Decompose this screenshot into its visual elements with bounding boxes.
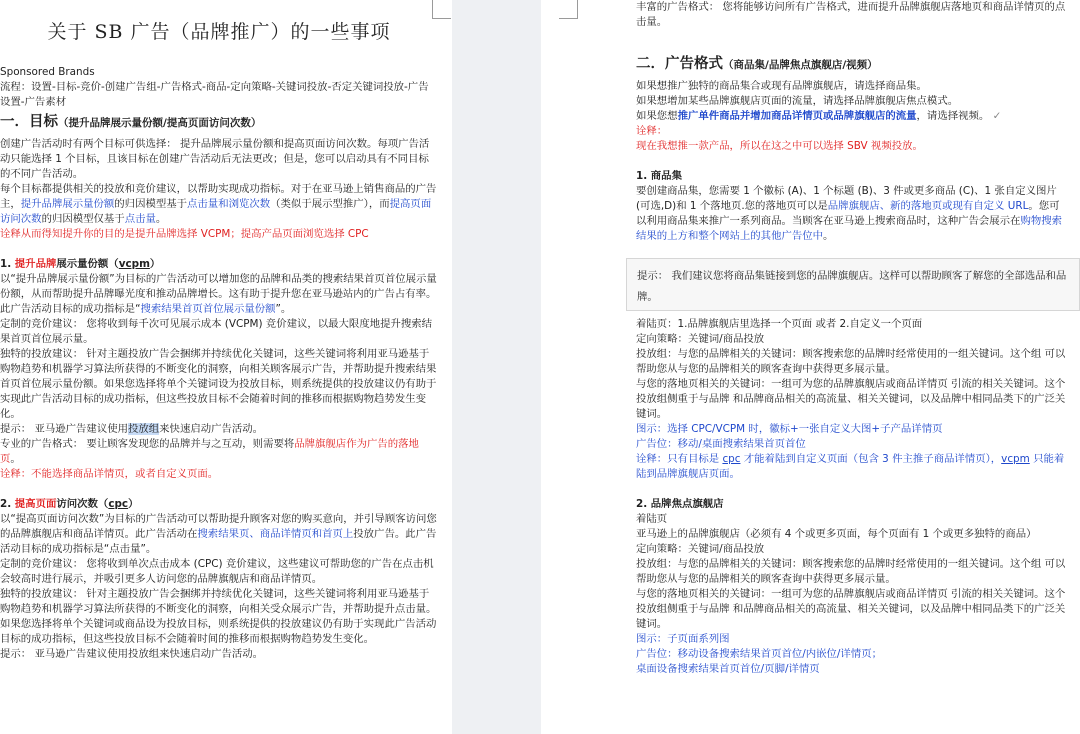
note-sbv-choice: 现在我想推一款产品，所以在这之中可以选择 SBV 视频投放。 xyxy=(636,140,923,152)
section-heading-ad-formats: 二．广告格式（商品集/品牌焦点旗舰店/视频） xyxy=(636,55,878,72)
paragraph-targeting-suggestion-2: 独特的投放建议： 针对主题投放广告会捆绑并持续优化关键词，这些关键词将利用亚马逊基于购物趋势和机器学习算法所获得的不断变化的洞察，向相关受众展示广告，并帮助提升点击量。如果您选择将单个关键词或商品设为投放目标，则系统提供的投放建议仍有助于实现此广告活动目标的成功指标，但这些投放目标不会随着时间的推移而根据购物趋势发生变化。 xyxy=(0,588,437,645)
subheading-page-visits: 2. 提高页面访问次数（cpc） xyxy=(0,498,139,510)
keyword-group-brand-1: 投放组：与您的品牌相关的关键词：顾客搜索您的品牌时经常使用的一组关键词。这个组 可以帮助您从与您的品牌相关的顾客查询中获得更多展示量。 xyxy=(636,348,1066,375)
placement-note-desktop: 桌面设备搜索结果首页首位/页脚/详情页 xyxy=(636,663,820,675)
paragraph-ad-format-pro: 专业的广告格式： 要让顾客发现您的品牌并与之互动，则需要将品牌旗舰店作为广告的落地页。 xyxy=(0,438,419,465)
paragraph-page-visit-goal: 以“提高页面访问次数”为目标的广告活动可以帮助提升顾客对您的购买意向，并引导顾客访问您的品牌旗舰店和商品详情页。此广告活动在搜索结果页、商品详情页和首页上投放广告。此广告活动目标的成功指标是“点击量”。 xyxy=(0,513,437,555)
note-landing-restriction: 诠释：不能选择商品详情页，或者自定义页面。 xyxy=(0,468,219,480)
paragraph-goal-options: 创建广告活动时有两个目标可供选择： 提升品牌展示量份额和提高页面访问次数。每项广告活动只能选择 1 个目标，且该目标在创建广告活动后无法更改；但是，您可以启动具有不同目标的不同广告活动。 xyxy=(0,138,430,180)
targeting-strategy-1: 定向策略：关键词/商品投放 xyxy=(636,333,765,345)
brand-label: Sponsored Brands xyxy=(0,66,95,78)
store-requirement: 亚马逊上的品牌旗舰店（必须有 4 个或更多页面，每个页面有 1 个或更多独特的商品） xyxy=(636,528,1037,540)
paragraph-impression-goal: 以“提升品牌展示量份额”为目标的广告活动可以增加您的品牌和品类的搜索结果首页首位展示量份额，从而帮助提升品牌曝光度和推动品牌增长。这有助于提升您在亚马逊站内的广告占有率。此广告活动目标的成功指标是“搜索结果首页首位展示量份额”。 xyxy=(0,273,437,315)
note-cpc-vcpm-landing: 诠释：只有目标是 cpc 才能着陆到自定义页面（包含 3 件主推子商品详情页），vcpm 只能着陆到品牌旗舰店页面。 xyxy=(636,453,1065,480)
checkmark-icon: ✓ xyxy=(992,110,1002,122)
subheading-brand-impression-share: 1. 提升品牌展示量份额（vcpm） xyxy=(0,258,161,270)
keyword-group-landing-2: 与您的落地页相关的关键词：一组可为您的品牌旗舰店或商品详情页 引流的相关关键词。这个投放组侧重于与品牌 和品牌商品相关的高流量、相关关键词，以及品牌中相同品类下的广泛关键词。 xyxy=(636,588,1066,630)
keyword-group-landing-1: 与您的落地页相关的关键词：一组可为您的品牌旗舰店或商品详情页 引流的相关关键词。这个投放组侧重于与品牌 和品牌商品相关的高流量、相关关键词，以及品牌中相同品类下的广泛关键词。 xyxy=(636,378,1066,420)
tip-box: 提示： 我们建议您将商品集链接到您的品牌旗舰店。这样可以帮助顾客了解您的全部选品和品牌。 xyxy=(626,258,1080,311)
format-option-collection: 如果想推广独特的商品集合或现有品牌旗舰店，请选择商品集。 xyxy=(636,80,927,92)
tip-targeting-group-1: 提示： 亚马逊广告建议使用投放组来快速启动广告活动。 xyxy=(0,423,264,435)
illustration-note-1: 图示：选择 CPC/VCPM 时，徽标+一张自定义大图+子产品详情页 xyxy=(636,423,943,435)
targeting-strategy-2: 定向策略：关键词/商品投放 xyxy=(636,543,765,555)
illustration-note-2: 图示：子页面系列图 xyxy=(636,633,730,645)
paragraph-attribution: 每个目标都提供相关的投放和竞价建议，以帮助实现成功指标。对于在亚马逊上销售商品的广告主，提升品牌展示量份额的归因模型基于点击量和浏览次数（类似于展示型推广），而提高页面访问次数的归因模型仅基于点击量。 xyxy=(0,183,437,225)
section-heading-goals: 一．目标（提升品牌展示量份额/提高页面访问次数） xyxy=(0,113,262,130)
keyword-group-brand-2: 投放组：与您的品牌相关的关键词：顾客搜索您的品牌时经常使用的一组关键词。这个组 可以帮助您从与您的品牌相关的顾客查询中获得更多展示量。 xyxy=(636,558,1066,585)
paragraph-bid-suggestion-vcpm: 定制的竞价建议： 您将收到每千次可见展示成本 (VCPM) 竞价建议，以最大限度地提升搜索结果首页首位展示量。 xyxy=(0,318,433,345)
process-flow-text: 流程：设置-目标-竞价-创建广告组-广告格式-商品-定向策略-关键词投放-否定关键词投放-广告设置-广告素材 xyxy=(0,81,429,108)
landing-page-label: 着陆页 xyxy=(636,513,668,525)
paragraph-bid-suggestion-cpc: 定制的竞价建议： 您将收到单次点击成本 (CPC) 竞价建议，这些建议可帮助您的广告在点击机会较高时进行展示，并吸引更多人访问您的品牌旗舰店和商品详情页。 xyxy=(0,558,434,585)
paragraph-rich-formats: 丰富的广告格式： 您将能够访问所有广告格式，进而提升品牌旗舰店落地页和商品详情页的点击量。 xyxy=(636,1,1066,28)
subheading-product-collection: 1. 商品集 xyxy=(636,170,682,182)
page-right-content xyxy=(636,0,1066,677)
placement-note-mobile: 广告位：移动设备搜索结果首页首位/内嵌位/详情页； xyxy=(636,648,882,660)
document-title: 关于 SB 广告（品牌推广）的一些事项 xyxy=(47,21,391,43)
format-option-store-spotlight: 如果想增加某些品牌旗舰店页面的流量，请选择品牌旗舰店焦点模式。 xyxy=(636,95,959,107)
tip-targeting-group-2: 提示： 亚马逊广告建议使用投放组来快速启动广告活动。 xyxy=(0,648,264,660)
format-option-video: 如果您想推广单件商品并增加商品详情页或品牌旗舰店的流量，请选择视频。 ✓ xyxy=(636,110,1002,122)
placement-note-1: 广告位：移动/桌面搜索结果首页首位 xyxy=(636,438,806,450)
paragraph-targeting-suggestion-1: 独特的投放建议： 针对主题投放广告会捆绑并持续优化关键词，这些关键词将利用亚马逊基于购物趋势和机器学习算法所获得的不断变化的洞察，向相关顾客展示广告，并帮助提升搜索结果首页首位展示量份额。如果您选择将单个关键词设为投放目标，则系统提供的投放建议仍有助于实现此广告活动目标的成功指标，但这些投放目标不会随着时间的推移而根据购物趋势发生变化。 xyxy=(0,348,437,420)
paragraph-collection-requirements: 要创建商品集，您需要 1 个徽标 (A)、1 个标题 (B)、3 件或更多商品 (C)、1 张自定义图片(可选,D)和 1 个落地页.您的落地页可以是品牌旗舰店、新的落地页或现有自定义 URL。您可以利用商品集来推广一系列商品。当顾客在亚马逊上搜索商品时，这种广告会展示在购物搜索结果的上方和整个网站上的其他广告位中。 xyxy=(636,185,1063,242)
page-left-content xyxy=(0,0,452,662)
document-page-left xyxy=(0,0,452,734)
note-label: 诠释： xyxy=(636,125,668,137)
landing-page-options: 着陆页：1.品牌旗舰店里选择一个页面 或者 2.自定义一个页面 xyxy=(636,318,923,330)
subheading-store-spotlight: 2. 品牌焦点旗舰店 xyxy=(636,498,724,510)
page-corner-mark xyxy=(559,0,578,19)
document-page-right xyxy=(541,0,1080,734)
note-goal-choice: 诠释从而得知提升你的目的是提升品牌选择 VCPM；提高产品页面浏览选择 CPC xyxy=(0,228,369,240)
